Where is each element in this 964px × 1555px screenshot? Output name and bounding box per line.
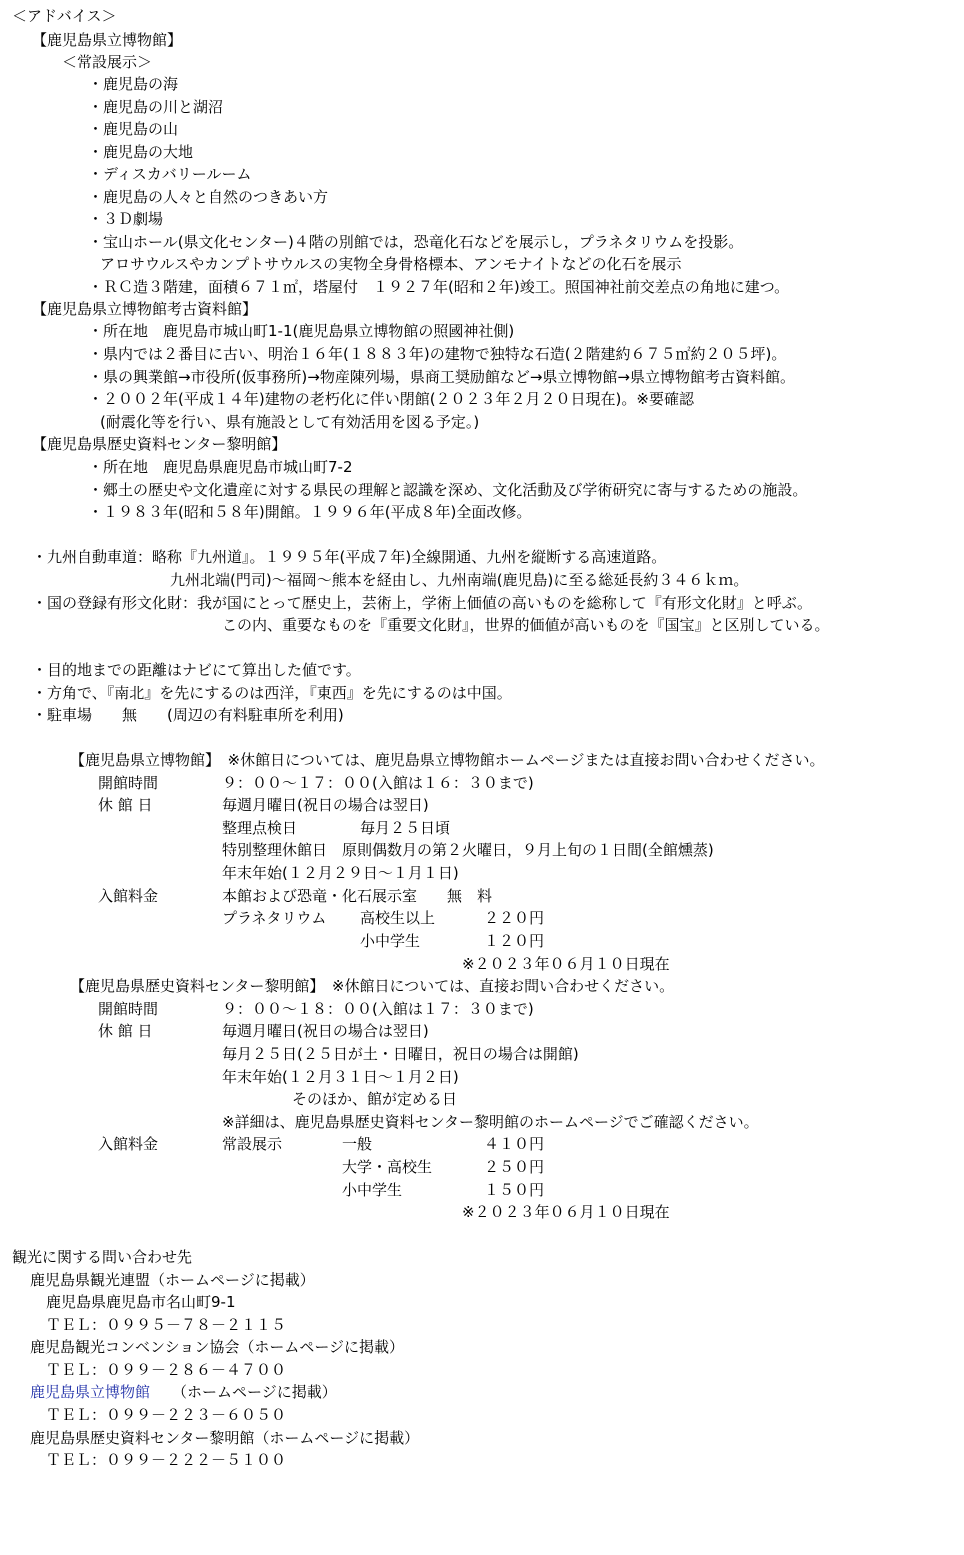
text-line: ＴＥＬ：０９９－２８６－４７００ [46, 1361, 287, 1379]
text-line: ＴＥＬ：０９９５－７８－２１１５ [46, 1316, 287, 1334]
text-line: 【鹿児島県立博物館考古資料館】 [32, 300, 258, 318]
text-line: 鹿児島観光コンベンション協会（ホームページに掲載） [30, 1338, 405, 1356]
text-line: ・国の登録有形文化財：我が国にとって歴史上，芸術上，学術上価値の高いものを総称して『有形文化財』と呼ぶ。 [32, 594, 813, 612]
text-line: 小中学生 [342, 1181, 403, 1199]
text-line: ・３Ｄ劇場 [88, 210, 164, 228]
text-line: 毎月２５日頃 [360, 819, 451, 837]
text-line: ・２００２年(平成１４年)建物の老朽化に伴い閉館(２０２３年２月２０日現在)。※要確認 [88, 390, 694, 408]
text-line: 鹿児島県歴史資料センター黎明館（ホームページに掲載） [30, 1429, 420, 1447]
text-line: プラネタリウム [222, 909, 327, 927]
text-line: 高校生以上 [360, 909, 436, 927]
text-line: ・鹿児島の山 [88, 120, 179, 138]
text-line: (耐震化等を行い、県有施設として有効活用を図る予定。) [100, 413, 480, 431]
text-line: ・県内では２番目に古い、明治１６年(１８８３年)の建物で独特な石造(２階建約６７５㎡約２０５坪)。 [88, 345, 787, 363]
text-line: 年末年始(１２月２９日～１月１日) [222, 864, 459, 882]
text-line: アロサウルスやカンプトサウルスの実物全身骨格標本、アンモナイトなどの化石を展示 [100, 255, 682, 273]
text-line: 観光に関する問い合わせ先 [12, 1248, 193, 1266]
text-line: 小中学生 [360, 932, 421, 950]
text-line: ２２０円 [484, 909, 545, 927]
text-line: ・九州自動車道：略称『九州道』。１９９５年(平成７年)全線開通、九州を縦断する高速道路。 [32, 548, 667, 566]
text-line: ・ディスカバリールーム [88, 165, 252, 183]
text-line: ４１０円 [484, 1135, 545, 1153]
text-line: ＜アドバイス＞ [12, 7, 117, 25]
text-line: そのほか、館が定める日 [292, 1090, 458, 1108]
text-line: ・ＲＣ造３階建，面積６７１㎡，塔屋付 １９２７年(昭和２年)竣工。照国神社前交差点の角地に建つ。 [88, 278, 790, 296]
text-line: ９：００～１７：００(入館は１６：３０まで) [222, 774, 534, 792]
text-line: ・鹿児島の川と湖沼 [88, 98, 224, 116]
text-line: １５０円 [484, 1181, 545, 1199]
text-line: ＴＥＬ：０９９－２２３－６０５０ [46, 1406, 287, 1424]
text-line: ※２０２３年０６月１０日現在 [462, 955, 670, 973]
museum-link[interactable]: 鹿児島県立博物館 [30, 1383, 151, 1401]
text-line: 毎週月曜日(祝日の場合は翌日) [222, 796, 429, 814]
text-line: 開館時間 [98, 1000, 159, 1018]
text-line: 一般 [342, 1135, 373, 1153]
text-line: 【鹿児島県立博物館】 ※休館日については、鹿児島県立博物館ホームページまたは直接お問い合わせください。 [70, 751, 825, 769]
text-line: ＜常設展示＞ [62, 53, 153, 71]
text-line: ・方角で、『南北』を先にするのは西洋，『東西』を先にするのは中国。 [32, 684, 512, 702]
text-line: 【鹿児島県歴史資料センター黎明館】 [32, 435, 287, 453]
text-line: ・県の興業館→市役所(仮事務所)→物産陳列場，県商工奨励館など→県立博物館→県立博物館考古資料館。 [88, 368, 795, 386]
text-line: 鹿児島県観光連盟（ホームページに掲載） [30, 1271, 315, 1289]
text-line: ※詳細は、鹿児島県歴史資料センター黎明館のホームページでご確認ください。 [222, 1113, 759, 1131]
text-line: 整理点検日 [222, 819, 298, 837]
text-line: 休 館 日 [98, 796, 153, 814]
text-line: 休 館 日 [98, 1022, 153, 1040]
text-line: ・鹿児島の大地 [88, 143, 194, 161]
text-line: 入館料金 [98, 1135, 159, 1153]
text-line: 年末年始(１２月３１日～１月２日) [222, 1068, 459, 1086]
text-line: ※２０２３年０６月１０日現在 [462, 1203, 670, 1221]
text-line: 【鹿児島県歴史資料センター黎明館】 ※休館日については、直接お問い合わせください。 [70, 977, 675, 995]
text-line: ・目的地までの距離はナビにて算出した値です。 [32, 661, 361, 679]
text-line: 入館料金 [98, 887, 159, 905]
text-line: 【鹿児島県立博物館】 [32, 31, 183, 49]
text-line: 毎月２５日(２５日が土・日曜日，祝日の場合は開館) [222, 1045, 579, 1063]
text-line: 九州北端(門司)～福岡～熊本を経由し、九州南端(鹿児島)に至る総延長約３４６ｋｍ。 [170, 571, 749, 589]
text-line: ・駐車場 無 (周辺の有料駐車所を利用) [32, 706, 344, 724]
text-line: この内、重要なものを『重要文化財』，世界的価値が高いものを『国宝』と区別している。 [222, 616, 830, 634]
text-line: ９：００～１８：００(入館は１７：３０まで) [222, 1000, 534, 1018]
text-line: ・所在地 鹿児島市城山町1-1(鹿児島県立博物館の照國神社側) [88, 322, 515, 340]
text-line: ２５０円 [484, 1158, 545, 1176]
text-line: ・鹿児島の人々と自然のつきあい方 [88, 188, 329, 206]
text-line: ＴＥＬ：０９９－２２２－５１００ [46, 1451, 287, 1469]
text-line: 常設展示 [222, 1135, 283, 1153]
text-line: 本館および恐竜・化石展示室 無 料 [222, 887, 493, 905]
text-line: （ホームページに掲載） [172, 1383, 337, 1401]
text-line: ・所在地 鹿児島県鹿児島市城山町7-2 [88, 458, 353, 476]
text-line: ・１９８３年(昭和５８年)開館。１９９６年(平成８年)全面改修。 [88, 503, 532, 521]
text-line: 鹿児島県鹿児島市名山町9-1 [46, 1293, 236, 1311]
text-line: ・鹿児島の海 [88, 75, 179, 93]
text-line: 特別整理休館日 原則偶数月の第２火曜日，９月上旬の１日間(全館燻蒸) [222, 841, 714, 859]
text-line: 毎週月曜日(祝日の場合は翌日) [222, 1022, 429, 1040]
text-line: 開館時間 [98, 774, 159, 792]
text-line: ・宝山ホール(県文化センター)４階の別館では，恐竜化石などを展示し，プラネタリウムを投影。 [88, 233, 744, 251]
text-line: ・郷土の歴史や文化遺産に対する県民の理解と認識を深め、文化活動及び学術研究に寄与するための施設。 [88, 481, 808, 499]
text-line: 大学・高校生 [342, 1158, 433, 1176]
text-line: １２０円 [484, 932, 545, 950]
